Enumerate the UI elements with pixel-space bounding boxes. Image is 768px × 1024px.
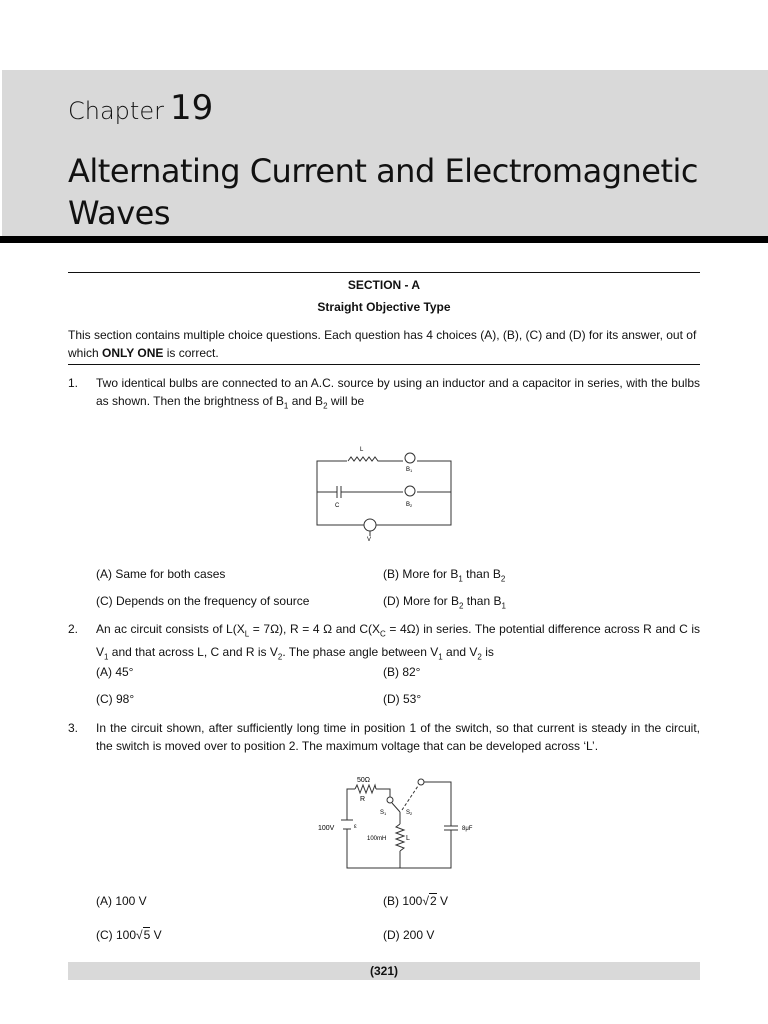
sqrt-icon: √	[422, 894, 429, 908]
q3-option-d[interactable]: (D) 200 V	[383, 928, 435, 942]
header-rule	[0, 236, 768, 243]
battery-voltage-label: 100V	[318, 825, 335, 832]
source-label: V	[367, 537, 372, 543]
q1-option-d[interactable]: (D) More for $B_2$ than $B_1$	[383, 594, 506, 611]
chapter-label	[68, 88, 213, 128]
q2-option-a[interactable]: (A) 45°	[96, 665, 134, 679]
q2-option-d[interactable]: (D) 53°	[383, 692, 422, 706]
capacitance-label: 8μF	[462, 826, 473, 832]
capacitor-label: C	[335, 503, 340, 509]
bulb-circuit-diagram	[310, 440, 460, 545]
question-text: Two identical bulbs are connected to an A.C. source by using an inductor and a capacitor in series, with the bulbs as shown. Then the brightness of $B_1$ and $B_2$ will be	[96, 376, 700, 411]
inductance-label: 100mH	[367, 836, 387, 842]
section-heading: SECTION - A	[347, 278, 421, 292]
q1-option-c[interactable]: (C) Depends on the frequency of source	[96, 594, 310, 608]
q3-option-b[interactable]: (B) 100√2 V	[383, 894, 448, 908]
question-3	[68, 719, 700, 755]
question-text: An ac circuit consists of $L(X_L = 7\Omega)$, R = 4 Ω and $C(X_C = 4\Omega)$ in series. The potential difference across R and C is $V_1$ and that across L, C and R is $V_2$. The phase angle between $V_1$ and $V_2$ is	[96, 622, 701, 662]
section-subheading: Straight Objective Type	[317, 300, 451, 314]
page-number: (321)	[68, 962, 700, 980]
q2-option-c[interactable]: (C) 98°	[96, 692, 135, 706]
resistor-value-label: 50Ω	[357, 777, 371, 784]
question-number: 1.	[68, 376, 79, 390]
question-number: 3.	[68, 721, 79, 735]
q1-option-b[interactable]: (B) More for $B_1$ than $B_2$	[383, 567, 506, 584]
question-1	[68, 374, 700, 415]
section-bottom-rule	[68, 364, 700, 365]
q3-option-c[interactable]: (C) 100√5 V	[96, 928, 162, 942]
question-text: In the circuit shown, after sufficiently long time in position 1 of the switch, so that current is steady in the circuit, the switch is moved over to position 2. The maximum voltage that can be developed across ‘L’.	[96, 721, 700, 753]
inductor-label: L	[360, 447, 364, 453]
q2-option-b[interactable]: (B) 82°	[383, 665, 421, 679]
section-top-rule	[68, 272, 700, 273]
bulb-b2-label: B2	[406, 502, 413, 508]
chapter-word: Chapter	[68, 97, 164, 125]
lc-switch-circuit-diagram	[315, 772, 485, 872]
switch-s1-label: S1	[380, 810, 387, 816]
chapter-number: 19	[169, 88, 214, 128]
bulb-b1-label: B1	[406, 467, 413, 473]
q3-option-a[interactable]: (A) 100 V	[96, 894, 147, 908]
resistor-label: R	[360, 796, 366, 803]
q1-option-a[interactable]: (A) Same for both cases	[96, 567, 226, 581]
sqrt-icon: √	[136, 928, 143, 942]
question-number: 2.	[68, 622, 79, 636]
chapter-title: Alternating Current and Electromagnetic Waves	[68, 152, 698, 232]
emf-label: ε	[354, 824, 357, 830]
switch-s2-label: S2	[406, 810, 413, 816]
section-intro: This section contains multiple choice questions. Each question has 4 choices (A), (B), (C) and (D) for its answer, out of which ONLY ONE is correct.	[68, 328, 697, 360]
inductor-label: L	[406, 835, 410, 842]
question-2	[68, 620, 700, 667]
